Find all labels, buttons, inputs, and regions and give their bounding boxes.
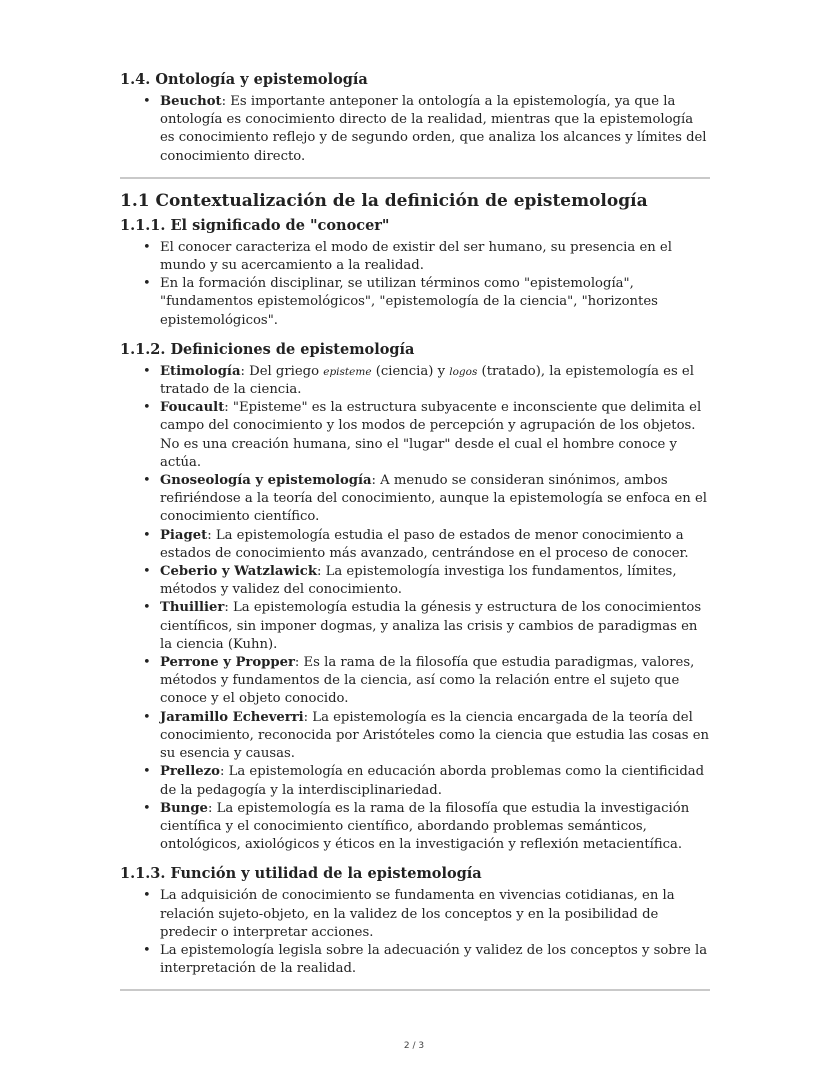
list-1-1-3 <box>120 887 710 978</box>
greek-word: logos <box>449 365 478 378</box>
list-1-4 <box>120 93 710 166</box>
term-label: Thuillier <box>160 600 225 616</box>
spacer <box>120 854 710 864</box>
term-label: Bunge <box>160 800 208 816</box>
item-text: : La epistemología estudia la génesis y estructura de los conocimientos científicos, sin imponer dogmas, y analiza las crisis y cambios de paradigmas en la ciencia (Kuhn). <box>160 600 702 652</box>
list-item <box>160 527 710 563</box>
item-text: : La epistemología es la ciencia encargada de la teoría del conocimiento, reconocida por Aristóteles como la ciencia que estudia las cosas en su esencia y causas. <box>160 709 710 762</box>
term-label: Perrone y Propper <box>160 655 295 671</box>
item-text: : Es la rama de la filosofía que estudia paradigmas, valores, métodos y fundamentos de la ciencia, así como la relación entre el sujeto que conoce y el objeto conocido. <box>160 655 695 707</box>
item-text: : La epistemología en educación aborda problemas como la cientificidad de la pedagogía y la interdisciplinariedad. <box>160 764 705 798</box>
heading-1-1: 1.1 Contextualización de la definición de epistemología <box>120 190 648 211</box>
spacer <box>120 330 710 340</box>
term-label: Piaget <box>160 527 208 543</box>
list-1-1-2 <box>120 363 710 854</box>
term-label: Beuchot <box>160 94 222 109</box>
list-item <box>160 472 710 527</box>
list-item <box>160 763 710 799</box>
item-text: (ciencia) y <box>371 363 450 379</box>
list-item <box>160 399 710 472</box>
list-item: • El conocer caracteriza el modo de existir del ser humano, su presencia en el mundo y su acercamiento a la realidad. <box>160 239 710 275</box>
section-divider <box>120 989 710 991</box>
list-item <box>160 363 710 399</box>
heading-1-4: 1.4. Ontología y epistemología <box>120 71 368 88</box>
term-label: Gnoseología y epistemología <box>160 473 372 489</box>
list-item <box>160 654 710 709</box>
heading-1-1-2: 1.1.2. Definiciones de epistemología <box>120 340 415 358</box>
list-1-1-1 <box>120 239 710 330</box>
list-item: • La adquisición de conocimiento se fundamenta en vivencias cotidianas, en la relación sujeto-objeto, en la validez de los conceptos y en la posibilidad de predecir o interpretar acciones. <box>160 887 710 942</box>
list-item: • La epistemología legisla sobre la adecuación y validez de los conceptos y sobre la interpretación de la realidad. <box>160 942 710 978</box>
heading-1-1-3: 1.1.3. Función y utilidad de la epistemología <box>120 865 482 883</box>
list-item <box>160 563 710 599</box>
term-label: Etimología <box>160 363 241 379</box>
item-text: : La epistemología estudia el paso de estados de menor conocimiento a estados de conocimiento más avanzado, centrándose en el proceso de conocer. <box>160 527 689 561</box>
list-item <box>160 709 710 764</box>
page-number: 2 / 3 <box>403 1041 425 1051</box>
item-text: : Del griego <box>240 363 324 379</box>
term-label: Ceberio y Watzlawick <box>160 564 317 580</box>
term-label: Jaramillo Echeverri <box>160 709 304 725</box>
item-text: : A menudo se consideran sinónimos, ambos refiriéndose a la teoría del conocimiento, aunque la epistemología se enfoca en el conocimiento científico. <box>160 473 708 525</box>
term-label: Foucault <box>160 400 225 416</box>
item-text: : La epistemología es la rama de la filosofía que estudia la investigación científica y el conocimiento científico, abordando problemas semánticos, ontológicos, axiológicos y éticos en la investigación y reflexión metacientífica. <box>160 800 690 853</box>
section-divider <box>120 177 710 179</box>
greek-word: episteme <box>323 365 372 378</box>
list-item <box>160 800 710 855</box>
item-text: : La epistemología investiga los fundamentos, límites, métodos y validez del conocimiento. <box>160 564 677 598</box>
list-item: • En la formación disciplinar, se utilizan términos como "epistemología", "fundamentos epistemológicos", "epistemología de la ciencia", "horizontes epistemológicos". <box>160 275 710 330</box>
page-content <box>120 70 710 1001</box>
heading-1-1-1: 1.1.1. El significado de "conocer" <box>120 216 390 234</box>
item-text: (tratado), la epistemología es el tratado de la ciencia. <box>160 363 694 398</box>
list-item <box>160 93 710 166</box>
term-label: Prellezo <box>160 764 220 780</box>
item-text: : Es importante anteponer la ontología a la epistemología, ya que la ontología es conocimiento directo de la realidad, mientras que la epistemología es conocimiento reflejo y de segundo orden, que analiza los alcances y límites del conocimiento directo. <box>160 94 707 164</box>
list-item <box>160 599 710 654</box>
item-text: : "Episteme" es la estructura subyacente e inconsciente que delimita el campo del conocimiento y los modos de percepción y agrupación de los objetos. No es una creación humana, sino el "lugar" desde el cual el hombre conoce y actúa. <box>160 400 702 470</box>
